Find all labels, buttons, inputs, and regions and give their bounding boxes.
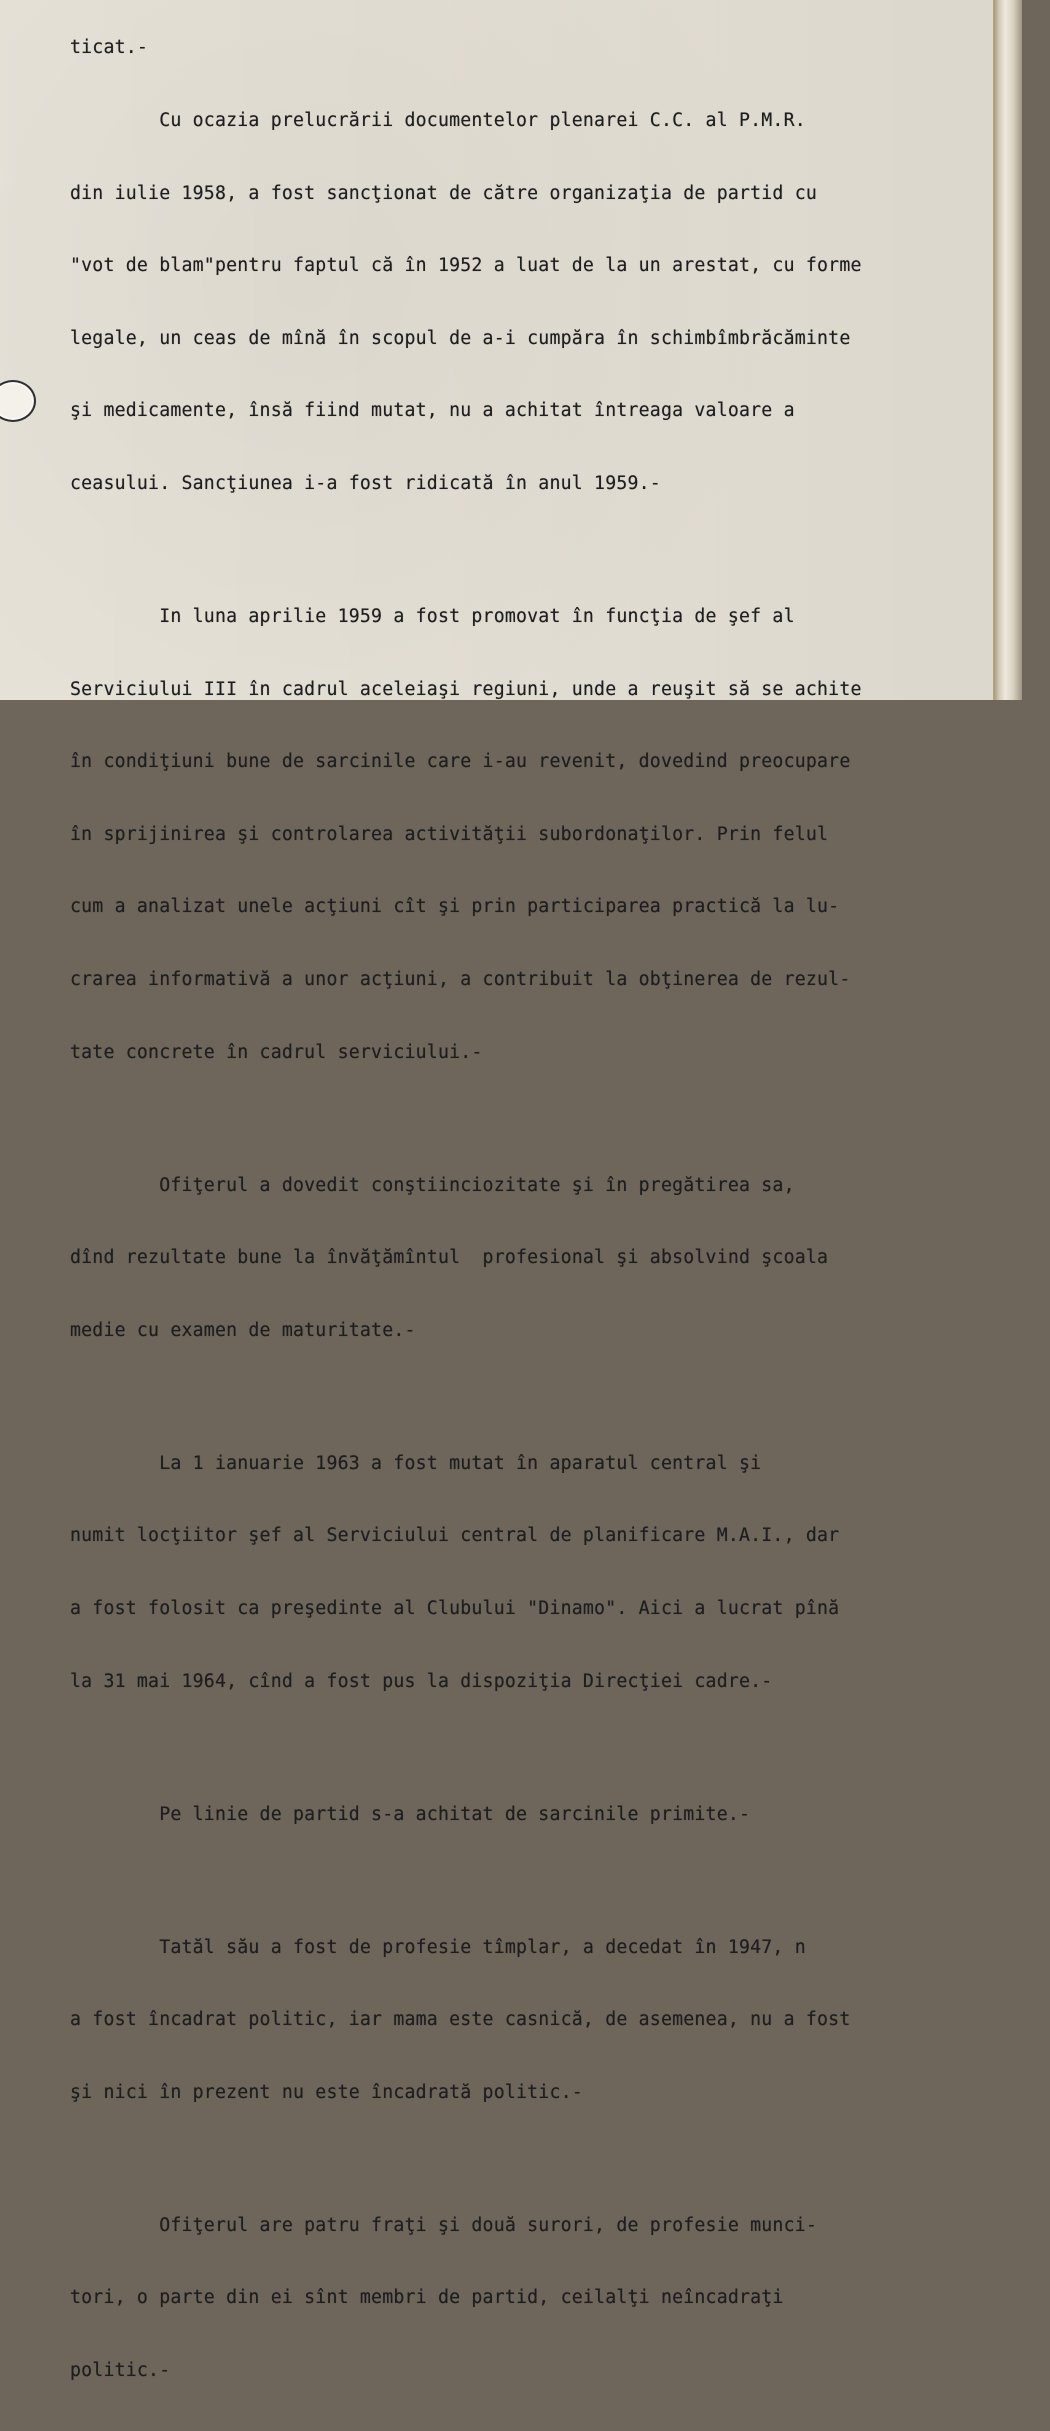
text-line: ticat.- xyxy=(70,37,149,59)
text-line: din iulie 1958, a fost sancţionat de către organizaţia de partid cu xyxy=(70,182,818,204)
text-line: medie cu examen de maturitate.- xyxy=(70,1319,416,1341)
paragraph-gap xyxy=(70,1742,1050,1754)
text-line: tate concrete în cadrul serviciului.- xyxy=(70,1041,483,1063)
paragraph-gap xyxy=(70,2153,1050,2165)
text-line: dînd rezultate bune la învăţămîntul profesional şi absolvind şcoala xyxy=(70,1247,829,1269)
text-line: cum a analizat unele acţiuni cît şi prin participarea practică la lu- xyxy=(70,896,840,918)
text-line: ceasului. Sancţiunea i-a fost ridicată în anul 1959.- xyxy=(70,472,661,494)
text-line: La 1 ianuarie 1963 a fost mutat în aparatul central şi xyxy=(70,1452,762,1474)
text-line: "vot de blam"pentru faptul că în 1952 a luat de la un arestat, cu forme xyxy=(70,255,862,277)
paragraph-gap xyxy=(70,1391,1050,1403)
paragraph-gap xyxy=(70,1875,1050,1887)
paragraph-gap xyxy=(70,1113,1050,1125)
text-line: tori, o parte din ei sînt membri de partid, ceilalţi neîncadraţi xyxy=(70,2287,784,2309)
text-line: Serviciului III în cadrul aceleiaşi regiuni, unde a reuşit să se achite xyxy=(70,678,862,700)
text-line: crarea informativă a unor acţiuni, a contribuit la obţinerea de rezul- xyxy=(70,968,851,990)
text-line: Pe linie de partid s-a achitat de sarcinile primite.- xyxy=(70,1803,751,1825)
text-line: Tatăl său a fost de profesie tîmplar, a decedat în 1947, n xyxy=(70,1936,806,1958)
paragraph-gap xyxy=(70,545,1050,557)
text-line: a fost folosit ca preşedinte al Clubului "Dinamo". Aici a lucrat pînă xyxy=(70,1597,840,1619)
page-edge xyxy=(994,0,1022,700)
text-line: în condiţiuni bune de sarcinile care i-au revenit, dovedind preocupare xyxy=(70,751,851,773)
text-line: legale, un ceas de mînă în scopul de a-i cumpăra în schimbîmbrăcăminte xyxy=(70,327,851,349)
punch-hole xyxy=(0,380,36,422)
text-line: Cu ocazia prelucrării documentelor plenarei C.C. al P.M.R. xyxy=(70,110,806,131)
typewritten-text xyxy=(70,0,1050,2431)
text-line: politic.- xyxy=(70,2359,171,2381)
text-line: Ofiţerul are patru fraţi şi două surori, de profesie munci- xyxy=(70,2214,818,2236)
text-line: a fost încadrat politic, iar mama este casnică, de asemenea, nu a fost xyxy=(70,2009,851,2031)
text-line: numit locţiitor şef al Serviciului central de planificare M.A.I., dar xyxy=(70,1525,840,1547)
text-line: In luna aprilie 1959 a fost promovat în funcţia de şef al xyxy=(70,605,795,627)
text-line: şi nici în prezent nu este încadrată politic.- xyxy=(70,2081,583,2103)
text-line: în sprijinirea şi controlarea activităţii subordonaţilor. Prin felul xyxy=(70,823,829,845)
text-line: Ofiţerul a dovedit conştiinciozitate şi în pregătirea sa, xyxy=(70,1174,795,1196)
text-line: şi medicamente, însă fiind mutat, nu a achitat întreaga valoare a xyxy=(70,400,795,422)
text-line: la 31 mai 1964, cînd a fost pus la dispoziţia Direcţiei cadre.- xyxy=(70,1670,773,1692)
